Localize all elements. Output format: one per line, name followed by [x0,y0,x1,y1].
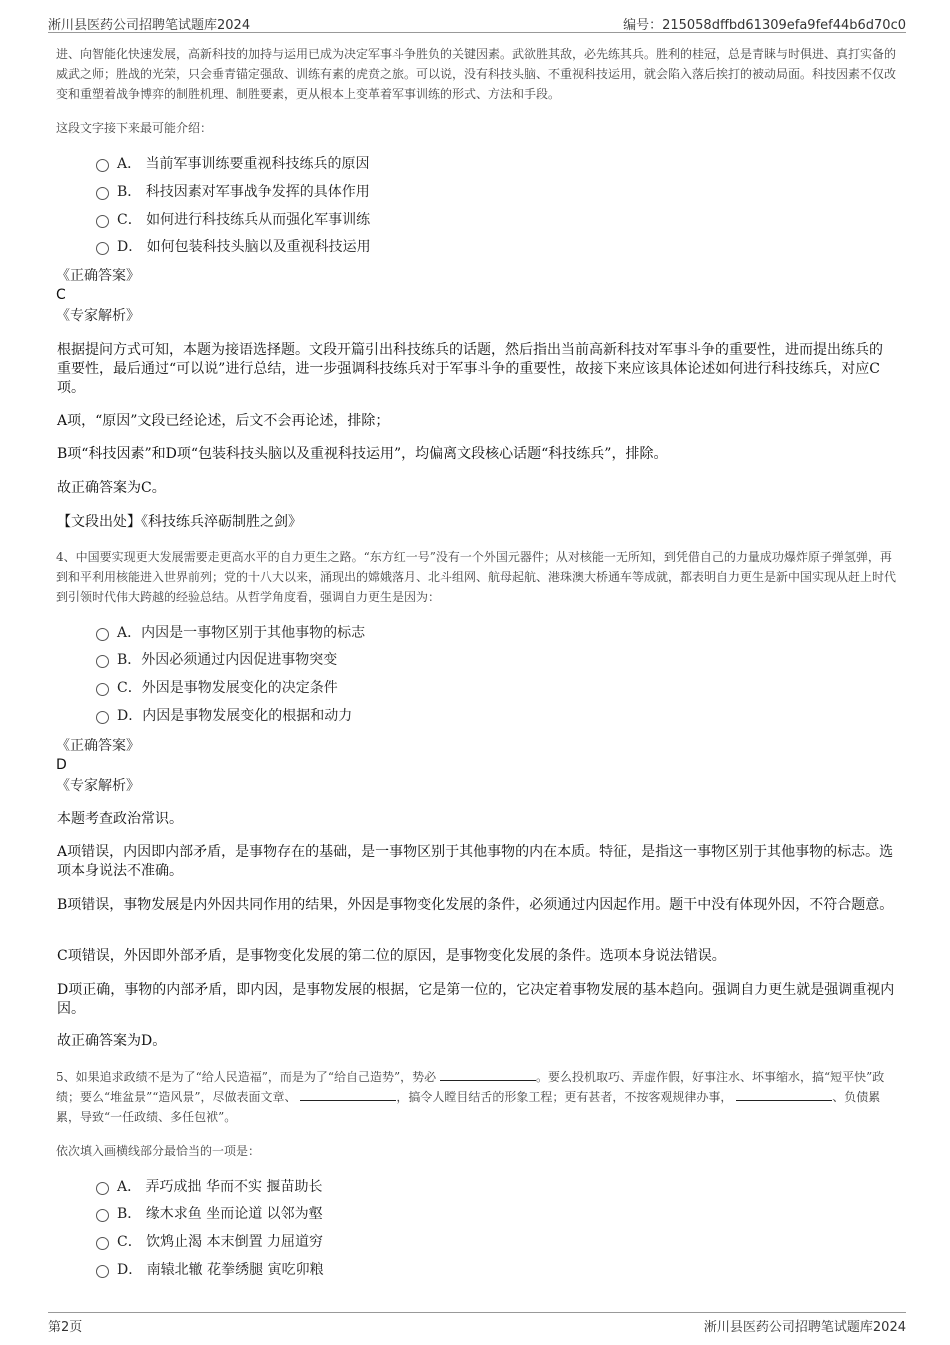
q4-option-b[interactable]: B．外因必须通过内因促进事物突变 [96,650,337,670]
q4-analysis-paragraph: 本题考查政治常识。 [57,811,183,827]
radio-icon[interactable] [96,1209,109,1222]
q3-analysis-label: 《专家解析》 [56,308,140,324]
header-title: 淅川县医药公司招聘笔试题库2024 [48,18,251,33]
q3-analysis-paragraph: A项，“原因”文段已经论述，后文不会再论述，排除； [57,413,390,429]
page-header [48,12,906,33]
q3-option-b[interactable]: B． 科技因素对军事战争发挥的具体作用 [96,182,370,202]
intro-passage: 进、向智能化快速发展，高新科技的加持与运用已成为决定军事斗争胜负的关键因素。武欲胜其敌，必先练其兵。胜利的桂冠，总是青睐与时俱进、真打实备的威武之师；胜战的光荣，只会垂青锚定强敌、训练有素的虎贲之旅。可以说，没有科技头脑、不重视科技运用，就会陷入落后挨打的被动局面。科技因素不仅改变和重塑着战争博弈的制胜机理、制胜要素，更从根本上变革着军事训练的形式、方法和手段。 [56,47,897,101]
q4-analysis-label: 《专家解析》 [56,778,140,794]
q3-analysis-paragraph: 故正确答案为C。 [57,480,166,496]
radio-icon[interactable] [96,1237,109,1250]
q3-option-d[interactable]: D． 如何包装科技头脑以及重视科技运用 [96,237,371,257]
radio-icon[interactable] [96,187,109,200]
q3-source: 【文段出处】《科技练兵淬砺制胜之剑》 [57,514,302,530]
radio-icon[interactable] [96,159,109,172]
q4-option-c[interactable]: C．外因是事物发展变化的决定条件 [96,678,338,698]
q4-stem: 4、中国要实现更大发展需要走更高水平的自力更生之路。“东方红一号”没有一个外国元器件；从对核能一无所知，到凭借自己的力量成功爆炸原子弹氢弹，再到和平利用核能进入世界前列；党的十八大以来，涌现出的嫦娥落月、北斗组网、航母起航、港珠澳大桥通车等成就，都表明自力更生是新中国实现从赶上时代到引领时代伟大跨越的经验总结。从哲学角度看，强调自力更生是因为： [56,550,897,604]
page-footer [48,1312,906,1335]
fill-blank-2[interactable] [300,1088,396,1101]
radio-icon[interactable] [96,711,109,724]
radio-icon[interactable] [96,655,109,668]
radio-icon[interactable] [96,1265,109,1278]
q3-analysis-paragraph: 根据提问方式可知，本题为接语选择题。文段开篇引出科技练兵的话题，然后指出当前高新科技对军事斗争的重要性，进而提出练兵的重要性，最后通过“可以说”进行总结，进一步强调科技练兵对于军事斗争的重要性，故接下来应该具体论述如何进行科技练兵，对应C项。 [57,342,883,396]
q4-answer: D [56,757,67,773]
q4-analysis-paragraph: A项错误，内因即内部矛盾，是事物存在的基础，是一事物区别于其他事物的内在本质。特征，是指这一事物区别于其他事物的标志。选项本身说法不准确。 [57,844,894,879]
radio-icon[interactable] [96,242,109,255]
radio-icon[interactable] [96,683,109,696]
header-serial-number: 编号：215058dffbd61309efa9fef44b6d70c0 [623,18,906,33]
q4-analysis-paragraph: B项错误，事物发展是内外因共同作用的结果，外因是事物变化发展的条件，必须通过内因起作用。题干中没有体现外因，不符合题意。 [57,897,894,913]
radio-icon[interactable] [96,628,109,641]
q5-prompt: 依次填入画横线部分最恰当的一项是： [56,1144,261,1158]
q3-option-a[interactable]: A． 当前军事训练要重视科技练兵的原因 [96,154,370,174]
q4-analysis-paragraph: C项错误，外因即外部矛盾，是事物变化发展的第二位的原因，是事物变化发展的条件。选项本身说法错误。 [57,948,726,964]
radio-icon[interactable] [96,215,109,228]
q4-analysis-paragraph: D项正确，事物的内部矛盾，即内因，是事物发展的根据，它是第一位的，它决定着事物发展的基本趋向。强调自力更生就是强调重视内因。 [57,982,895,1017]
q3-option-c[interactable]: C． 如何进行科技练兵从而强化军事训练 [96,210,370,230]
q5-option-b[interactable]: B． 缘木求鱼 坐而论道 以邻为壑 [96,1204,323,1224]
fill-blank-3[interactable] [736,1088,832,1101]
fill-blank-1[interactable] [440,1068,536,1081]
q5-option-c[interactable]: C． 饮鸩止渴 本末倒置 力屈道穷 [96,1232,323,1252]
q4-option-a[interactable]: A．内因是一事物区别于其他事物的标志 [96,623,365,643]
q4-option-d[interactable]: D．内因是事物发展变化的根据和动力 [96,706,352,726]
q5-option-d[interactable]: D． 南辕北辙 花拳绣腿 寅吃卯粮 [96,1260,324,1280]
q4-answer-label: 《正确答案》 [56,738,140,754]
radio-icon[interactable] [96,1182,109,1195]
q5-option-a[interactable]: A． 弄巧成拙 华而不实 揠苗助长 [96,1177,322,1197]
q3-analysis-paragraph: B项“科技因素”和D项“包装科技头脑以及重视科技运用”，均偏离文段核心话题“科技练兵”，排除。 [57,446,668,462]
footer-title: 淅川县医药公司招聘笔试题库2024 [703,1320,906,1335]
q4-analysis-paragraph: 故正确答案为D。 [57,1033,167,1049]
page-number: 第2页 [48,1320,83,1335]
q5-stem: 5、如果追求政绩不是为了“给人民造福”，而是为了“给自己造势”，势必 。要么投机取巧、弄虚作假，好事注水、坏事缩水，搞“短平快”政绩；要么“堆盆景”“造风景”，尽做表面文章、 ，搞令人瞠目结舌的形象工程；更有甚者，不按客观规律办事， 、负债累累，导致“一任政绩、多任包袱”。 [56,1070,885,1124]
q3-answer-label: 《正确答案》 [56,268,140,284]
q3-answer: C [56,287,66,303]
q3-prompt: 这段文字接下来最可能介绍： [56,121,213,135]
